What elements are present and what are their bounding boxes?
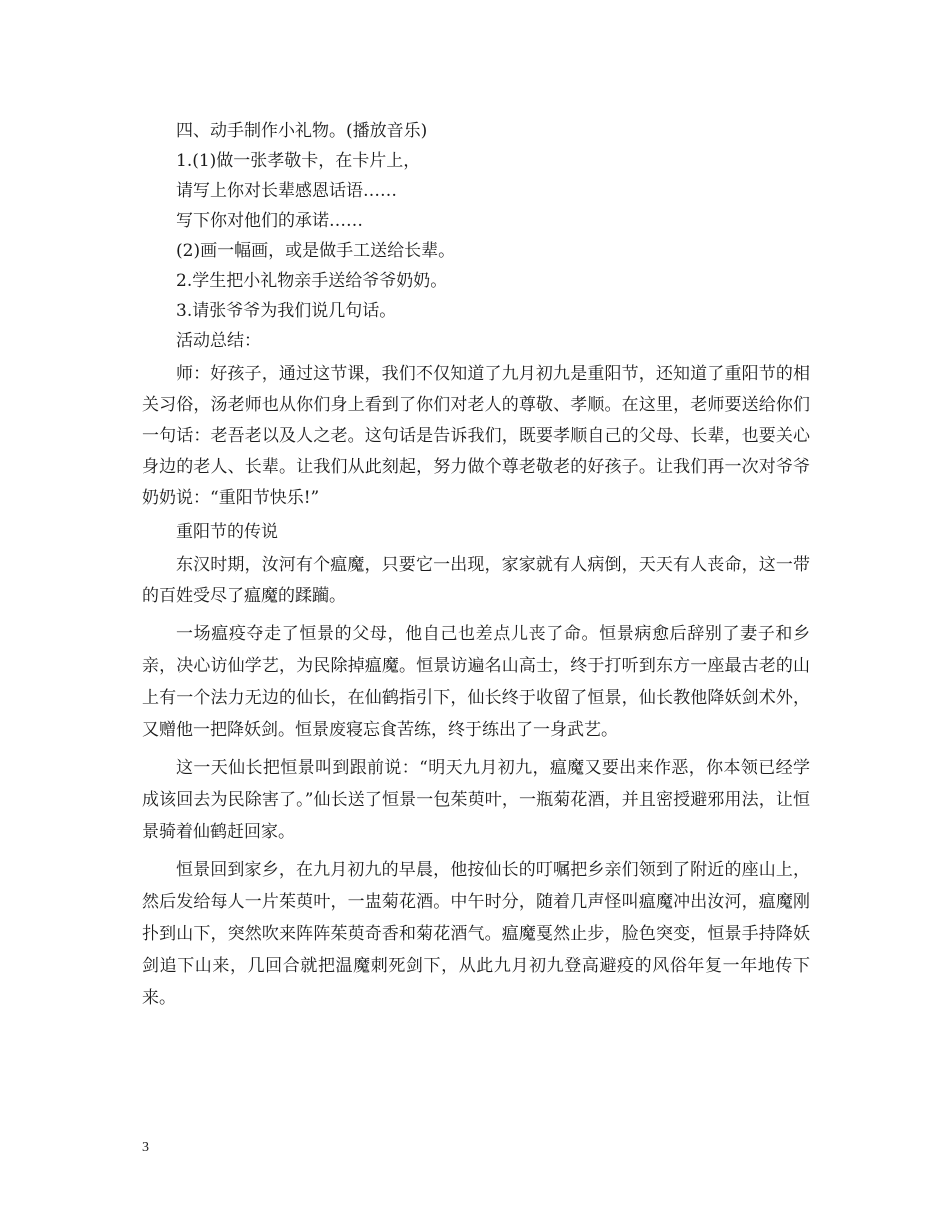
summary-paragraph: 师：好孩子，通过这节课，我们不仅知道了九月初九是重阳节，还知道了重阳节的相关习俗，汤老师也从你们身上看到了你们对老人的尊敬、孝顺。在这里，老师要送给你们一句话：老吾老以及人之老。这句话是告诉我们，既要孝顺自己的父母、长辈，也要关心身边的老人、长辈。让我们从此刻起，努力做个尊老敬老的好孩子。让我们再一次对爷爷奶奶说：“重阳节快乐!” bbox=[142, 364, 810, 508]
section-heading: 四、动手制作小礼物。(播放音乐) bbox=[176, 121, 428, 141]
legend-paragraph: 这一天仙长把恒景叫到跟前说：“明天九月初九，瘟魔又要出来作恶，你本领已经学成该回去为民除害了。”仙长送了恒景一包茱萸叶，一瓶菊花酒，并且密授避邪用法，让恒景骑着仙鹤赶回家。 bbox=[142, 758, 810, 842]
summary-heading: 活动总结： bbox=[176, 331, 261, 351]
legend-paragraph: 恒景回到家乡，在九月初九的早晨，他按仙长的叮嘱把乡亲们领到了附近的座山上，然后发给每人一片茱萸叶，一盅菊花酒。中午时分，随着几声怪叫瘟魔冲出汝河，瘟魔刚扑到山下，突然吹来阵阵茱萸奇香和菊花酒气。瘟魔戛然止步，脸色突变，恒景手持降妖剑追下山来，几回合就把温魔刺死剑下，从此九月初九登高避疫的风俗年复一年地传下来。 bbox=[142, 860, 810, 1008]
legend-title: 重阳节的传说 bbox=[176, 522, 278, 542]
list-item: 写下你对他们的承诺…… bbox=[176, 211, 363, 231]
list-item: 请写上你对长辈感恩话语…… bbox=[176, 181, 397, 201]
legend-paragraph: 一场瘟疫夺走了恒景的父母，他自己也差点儿丧了命。恒景病愈后辞别了妻子和乡亲，决心访仙学艺，为民除掉瘟魔。恒景访遍名山高士，终于打听到东方一座最古老的山上有一个法力无边的仙长，在仙鹤指引下，仙长终于收留了恒景，仙长教他降妖剑术外，又赠他一把降妖剑。恒景废寝忘食苦练，终于练出了一身武艺。 bbox=[142, 624, 810, 740]
page-content bbox=[142, 116, 810, 1014]
list-item: 2.学生把小礼物亲手送给爷爷奶奶。 bbox=[176, 271, 448, 291]
legend-paragraph: 东汉时期，汝河有个瘟魔，只要它一出现，家家就有人病倒，天天有人丧命，这一带的百姓受尽了瘟魔的蹂躏。 bbox=[142, 555, 810, 606]
page-number: 3 bbox=[142, 1140, 149, 1155]
list-item: 1.(1)做一张孝敬卡，在卡片上， bbox=[176, 151, 421, 171]
list-item: 3.请张爷爷为我们说几句话。 bbox=[176, 301, 397, 321]
list-item: (2)画一幅画，或是做手工送给长辈。 bbox=[176, 241, 456, 261]
